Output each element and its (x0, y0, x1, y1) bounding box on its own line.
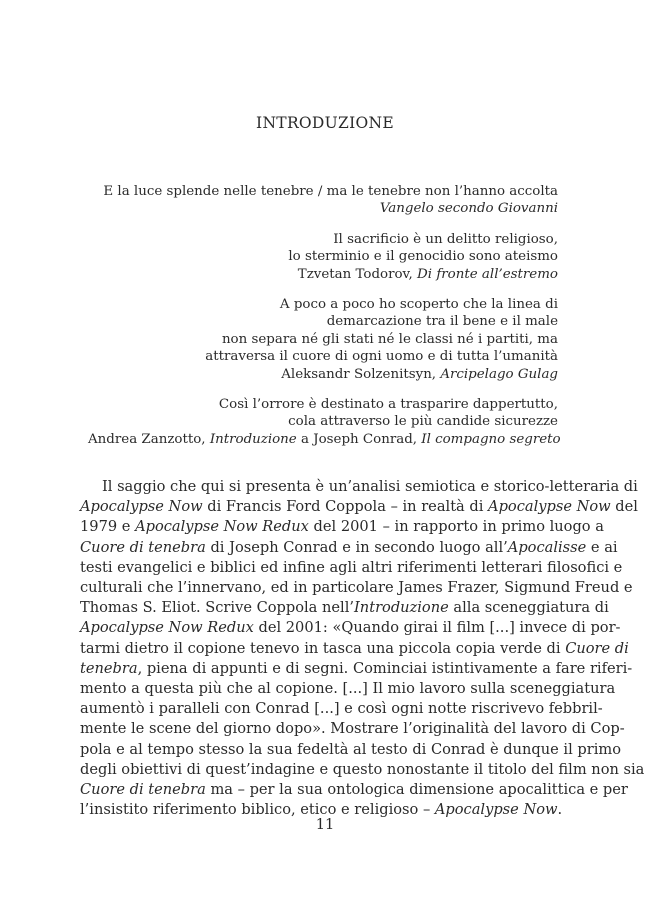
paragraph-line (80, 497, 638, 517)
epigraph (88, 231, 558, 283)
italic-text: Arcipelago Gulag (440, 366, 558, 382)
chapter-title: INTRODUZIONE (256, 114, 394, 132)
epigraphs-block (88, 183, 561, 461)
text-span: di Francis Ford Coppola – in realtà di (202, 498, 489, 516)
text-span: Andrea Zanzotto, (88, 431, 210, 447)
text-span: non separa né gli stati né le classi né i partiti, ma (221, 331, 558, 347)
italic-text: Cuore di tenebra (80, 781, 206, 799)
paragraph-line (80, 517, 604, 537)
italic-text: tenebra (80, 659, 138, 677)
paragraph-line (80, 780, 628, 800)
paragraph-line (80, 578, 633, 598)
paragraph-line (80, 639, 629, 659)
paragraph-line (80, 719, 625, 739)
epigraph-line (88, 200, 558, 217)
text-span: attraversa il cuore di ogni uomo e di tutta l’umanità (205, 349, 558, 365)
text-span: lo sterminio e il genocidio sono ateismo (288, 249, 558, 265)
paragraph-line (80, 477, 638, 497)
epigraph-line (88, 296, 558, 313)
paragraph-line (80, 740, 622, 760)
text-span: Thomas S. Eliot. Scrive Coppola nell’ (80, 599, 355, 617)
text-span: mente le scene del giorno dopo». Mostrare l’originalità del lavoro di Cop- (80, 720, 625, 738)
italic-text: Apocalypse Now (80, 498, 203, 516)
epigraph-line (88, 331, 558, 348)
text-span: del 2001 – in rapporto in primo luogo a (308, 518, 604, 536)
text-span: l’insistito riferimento biblico, etico e religioso – (80, 801, 435, 819)
text-span: a Joseph Conrad, (296, 431, 422, 447)
text-span: pola e al tempo stesso la sua fedeltà al testo di Conrad è dunque il primo (80, 740, 622, 758)
italic-text: Apocalypse Now (434, 801, 558, 819)
italic-text: Introduzione (354, 599, 449, 617)
text-span: demarcazione tra il bene e il male (326, 314, 558, 330)
text-span: tarmi dietro il copione tenevo in tasca una piccola copia verde di (80, 639, 566, 657)
body-paragraph (80, 477, 645, 820)
paragraph-line (80, 558, 623, 578)
paragraph-line (80, 618, 621, 638)
text-span: testi evangelici e biblici ed infine agli altri riferimenti letterari filosofici e (80, 558, 623, 576)
italic-text: Cuore di (565, 639, 629, 657)
epigraph-line (88, 348, 558, 365)
epigraph-line (88, 183, 558, 200)
text-span: E la luce splende nelle tenebre / ma le tenebre non l’hanno accolta (103, 184, 558, 199)
text-span: Aleksandr Solzenitsyn, (281, 366, 441, 382)
text-span: Il sacrificio è un delitto religioso, (333, 231, 558, 247)
text-span: del (610, 498, 638, 516)
text-span: cola attraverso le più candide sicurezze (288, 414, 558, 430)
paragraph-line (80, 598, 609, 618)
epigraph-line (88, 266, 558, 283)
paragraph-line (80, 659, 633, 679)
epigraph-line (88, 313, 558, 330)
epigraph-line (88, 431, 561, 448)
epigraph-line (88, 413, 558, 430)
epigraph (88, 183, 558, 218)
text-span: A poco a poco ho scoperto che la linea di (279, 297, 558, 313)
text-span: alla sceneggiatura di (448, 599, 609, 617)
epigraph-line (88, 396, 558, 413)
paragraph-line (80, 760, 645, 780)
text-span: aumentò i paralleli con Conrad [...] e così ogni notte riscrivevo febbril- (80, 700, 603, 718)
text-span: mento a questa più che al copione. [...] Il mio lavoro sulla sceneggiatura (80, 680, 616, 698)
text-span: del 2001: «Quando girai il film [...] invece di por- (253, 619, 621, 637)
epigraph-line (88, 248, 558, 265)
text-span: degli obiettivi di quest’indagine e questo nonostante il titolo del film non sia (80, 760, 645, 778)
text-span: . (557, 801, 563, 819)
paragraph-line (80, 538, 618, 558)
italic-text: Cuore di tenebra (80, 538, 206, 556)
text-span: Il saggio che qui si presenta è un’analisi semiotica e storico-letteraria di (102, 478, 638, 495)
text-span: e ai (586, 538, 618, 556)
italic-text: Apocalypse Now Redux (135, 518, 309, 536)
epigraph-line (88, 366, 558, 383)
italic-text: Il compagno segreto (421, 431, 561, 447)
italic-text: Introduzione (209, 431, 297, 447)
page-number: 11 (315, 816, 335, 833)
epigraph (88, 296, 558, 383)
italic-text: Apocalypse Now Redux (80, 619, 254, 637)
epigraph (88, 396, 561, 448)
italic-text: Apocalypse Now (488, 498, 611, 516)
epigraph-line (88, 231, 558, 248)
italic-text: Di fronte all’estremo (417, 266, 558, 282)
text-span: Tzvetan Todorov, (297, 266, 418, 282)
italic-text: Apocalisse (507, 538, 587, 556)
text-span: , piena di appunti e di segni. Cominciai istintivamente a fare riferi- (137, 659, 633, 677)
text-span: ma – per la sua ontologica dimensione apocalittica e per (205, 781, 628, 799)
text-span: di Joseph Conrad e in secondo luogo all’ (205, 538, 508, 556)
paragraph-line (80, 679, 616, 699)
italic-text: Vangelo secondo Giovanni (379, 201, 558, 217)
text-span: 1979 e (80, 518, 136, 536)
paragraph-line (80, 699, 603, 719)
text-span: culturali che l’innervano, ed in particolare James Frazer, Sigmund Freud e (80, 579, 633, 597)
text-span: Così l’orrore è destinato a trasparire dappertutto, (218, 397, 558, 413)
